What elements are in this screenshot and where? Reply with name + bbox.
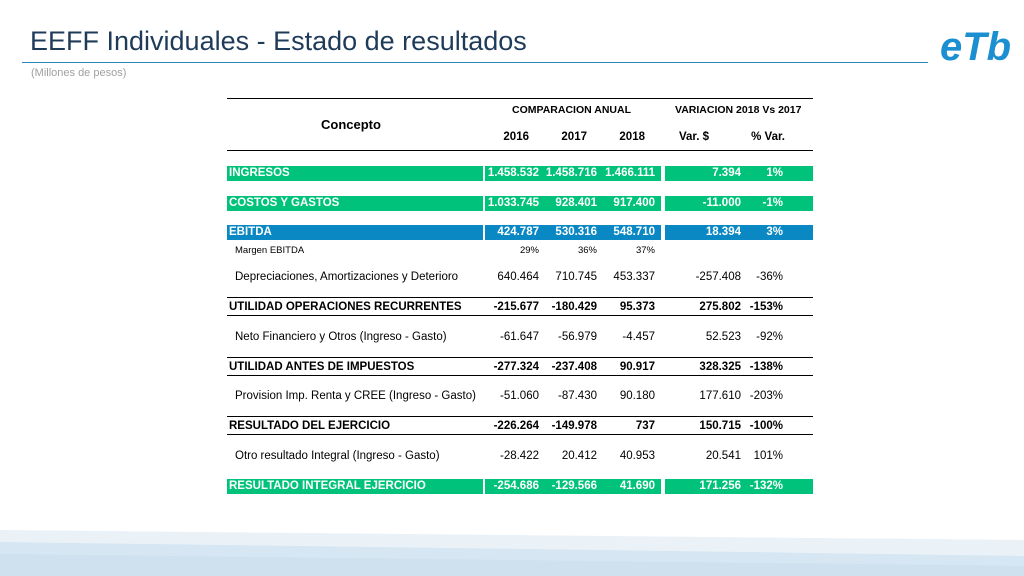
row-value-v2017: 928.401 xyxy=(555,197,597,209)
row-label: UTILIDAD OPERACIONES RECURRENTES xyxy=(229,301,462,313)
row-label: UTILIDAD ANTES DE IMPUESTOS xyxy=(229,361,415,373)
row-value-v2016: -277.324 xyxy=(493,361,539,373)
row-value-pct: -132% xyxy=(749,480,783,492)
row-value-v2018: 40.953 xyxy=(619,450,655,462)
row-value-pct: -153% xyxy=(749,301,783,313)
row-value-pct: -203% xyxy=(749,390,783,402)
row-value-v2017: -149.978 xyxy=(551,420,597,432)
income-statement-table xyxy=(227,0,813,576)
row-label: Margen EBITDA xyxy=(235,245,305,256)
row-value-v2018: 90.180 xyxy=(619,390,655,402)
row-value-pct: 1% xyxy=(766,167,783,179)
row-value-pct: -100% xyxy=(749,420,783,432)
row-value-pct: -92% xyxy=(756,331,783,343)
var-abs-header: Var. $ xyxy=(678,131,709,143)
row-value-var: 171.256 xyxy=(699,480,741,492)
row-label: Otro resultado Integral (Ingreso - Gasto) xyxy=(235,450,440,462)
row-value-var: 52.523 xyxy=(705,331,741,343)
row-value-v2016: 640.464 xyxy=(497,271,539,283)
row-value-var: 7.394 xyxy=(712,167,741,179)
row-value-pct: -1% xyxy=(762,197,783,209)
row-value-v2016: -226.264 xyxy=(493,420,539,432)
row-value-var: 177.610 xyxy=(699,390,741,402)
row-value-v2016: -254.686 xyxy=(493,480,539,492)
row-value-var: 18.394 xyxy=(705,226,741,238)
row-top-rule xyxy=(227,416,813,417)
row-value-v2017: -180.429 xyxy=(551,301,597,313)
row-top-rule xyxy=(227,357,813,358)
row-value-v2018: 95.373 xyxy=(619,301,655,313)
row-label: RESULTADO DEL EJERCICIO xyxy=(229,420,391,432)
row-value-v2017: -56.979 xyxy=(557,331,597,343)
row-value-v2017: 36% xyxy=(577,245,597,256)
row-value-pct: -138% xyxy=(749,361,783,373)
row-value-v2016: -51.060 xyxy=(499,390,539,402)
concept-header: Concepto xyxy=(321,117,381,132)
row-label: Depreciaciones, Amortizaciones y Deterioro xyxy=(235,271,459,283)
svg-text:eTb: eTb xyxy=(940,25,1012,69)
row-value-v2017: -237.408 xyxy=(551,361,597,373)
row-value-v2016: 1.458.532 xyxy=(487,167,539,179)
etb-logo-icon xyxy=(938,20,1012,70)
row-value-v2016: 424.787 xyxy=(497,226,539,238)
year-2017-header: 2017 xyxy=(561,131,587,143)
row-value-v2016: 29% xyxy=(519,245,539,256)
row-value-var: 275.802 xyxy=(699,301,741,313)
row-value-v2018: 37% xyxy=(635,245,655,256)
row-value-pct: 101% xyxy=(753,450,783,462)
row-value-var: 20.541 xyxy=(705,450,741,462)
row-value-var: 150.715 xyxy=(699,420,741,432)
row-value-v2017: 1.458.716 xyxy=(545,167,597,179)
row-value-v2016: -61.647 xyxy=(499,331,539,343)
page-title: EEFF Individuales - Estado de resultados xyxy=(30,26,527,56)
row-value-v2017: 20.412 xyxy=(561,450,597,462)
row-value-v2018: -4.457 xyxy=(622,331,655,343)
page-subtitle: (Millones de pesos) xyxy=(31,67,127,79)
row-value-var: -257.408 xyxy=(695,271,741,283)
footer-wave-decoration xyxy=(0,520,1024,576)
row-value-v2018: 737 xyxy=(635,420,655,432)
row-value-v2018: 453.337 xyxy=(613,271,655,283)
row-value-v2018: 90.917 xyxy=(619,361,655,373)
row-value-v2017: -87.430 xyxy=(557,390,597,402)
row-value-pct: -36% xyxy=(756,271,783,283)
row-value-v2018: 548.710 xyxy=(613,226,655,238)
year-2016-header: 2016 xyxy=(503,131,529,143)
row-label: COSTOS Y GASTOS xyxy=(229,197,340,209)
row-bottom-rule xyxy=(227,434,813,435)
variation-header: VARIACION 2018 Vs 2017 xyxy=(675,104,802,116)
var-pct-header: % Var. xyxy=(751,131,785,143)
year-2018-header: 2018 xyxy=(619,131,645,143)
row-value-v2016: -215.677 xyxy=(493,301,539,313)
row-value-v2016: 1.033.745 xyxy=(487,197,539,209)
table-top-rule xyxy=(227,98,813,99)
row-value-pct: 3% xyxy=(766,226,783,238)
row-top-rule xyxy=(227,297,813,298)
row-value-v2018: 41.690 xyxy=(619,480,655,492)
row-label: Neto Financiero y Otros (Ingreso - Gasto) xyxy=(235,331,447,343)
row-value-v2016: -28.422 xyxy=(499,450,539,462)
row-label: RESULTADO INTEGRAL EJERCICIO xyxy=(229,480,426,492)
row-label: INGRESOS xyxy=(229,167,290,179)
row-value-v2018: 1.466.111 xyxy=(605,167,655,179)
row-label: EBITDA xyxy=(229,226,272,238)
row-value-v2017: -129.566 xyxy=(551,480,597,492)
row-label: Provision Imp. Renta y CREE (Ingreso - Gasto) xyxy=(235,390,476,402)
row-bottom-rule xyxy=(227,375,813,376)
row-value-var: 328.325 xyxy=(699,361,741,373)
table-header-rule xyxy=(227,150,813,151)
row-value-var: -11.000 xyxy=(702,197,741,209)
row-bottom-rule xyxy=(227,315,813,316)
annual-comparison-header: COMPARACION ANUAL xyxy=(512,104,631,116)
row-value-v2017: 530.316 xyxy=(555,226,597,238)
row-value-v2017: 710.745 xyxy=(555,271,597,283)
row-value-v2018: 917.400 xyxy=(613,197,655,209)
